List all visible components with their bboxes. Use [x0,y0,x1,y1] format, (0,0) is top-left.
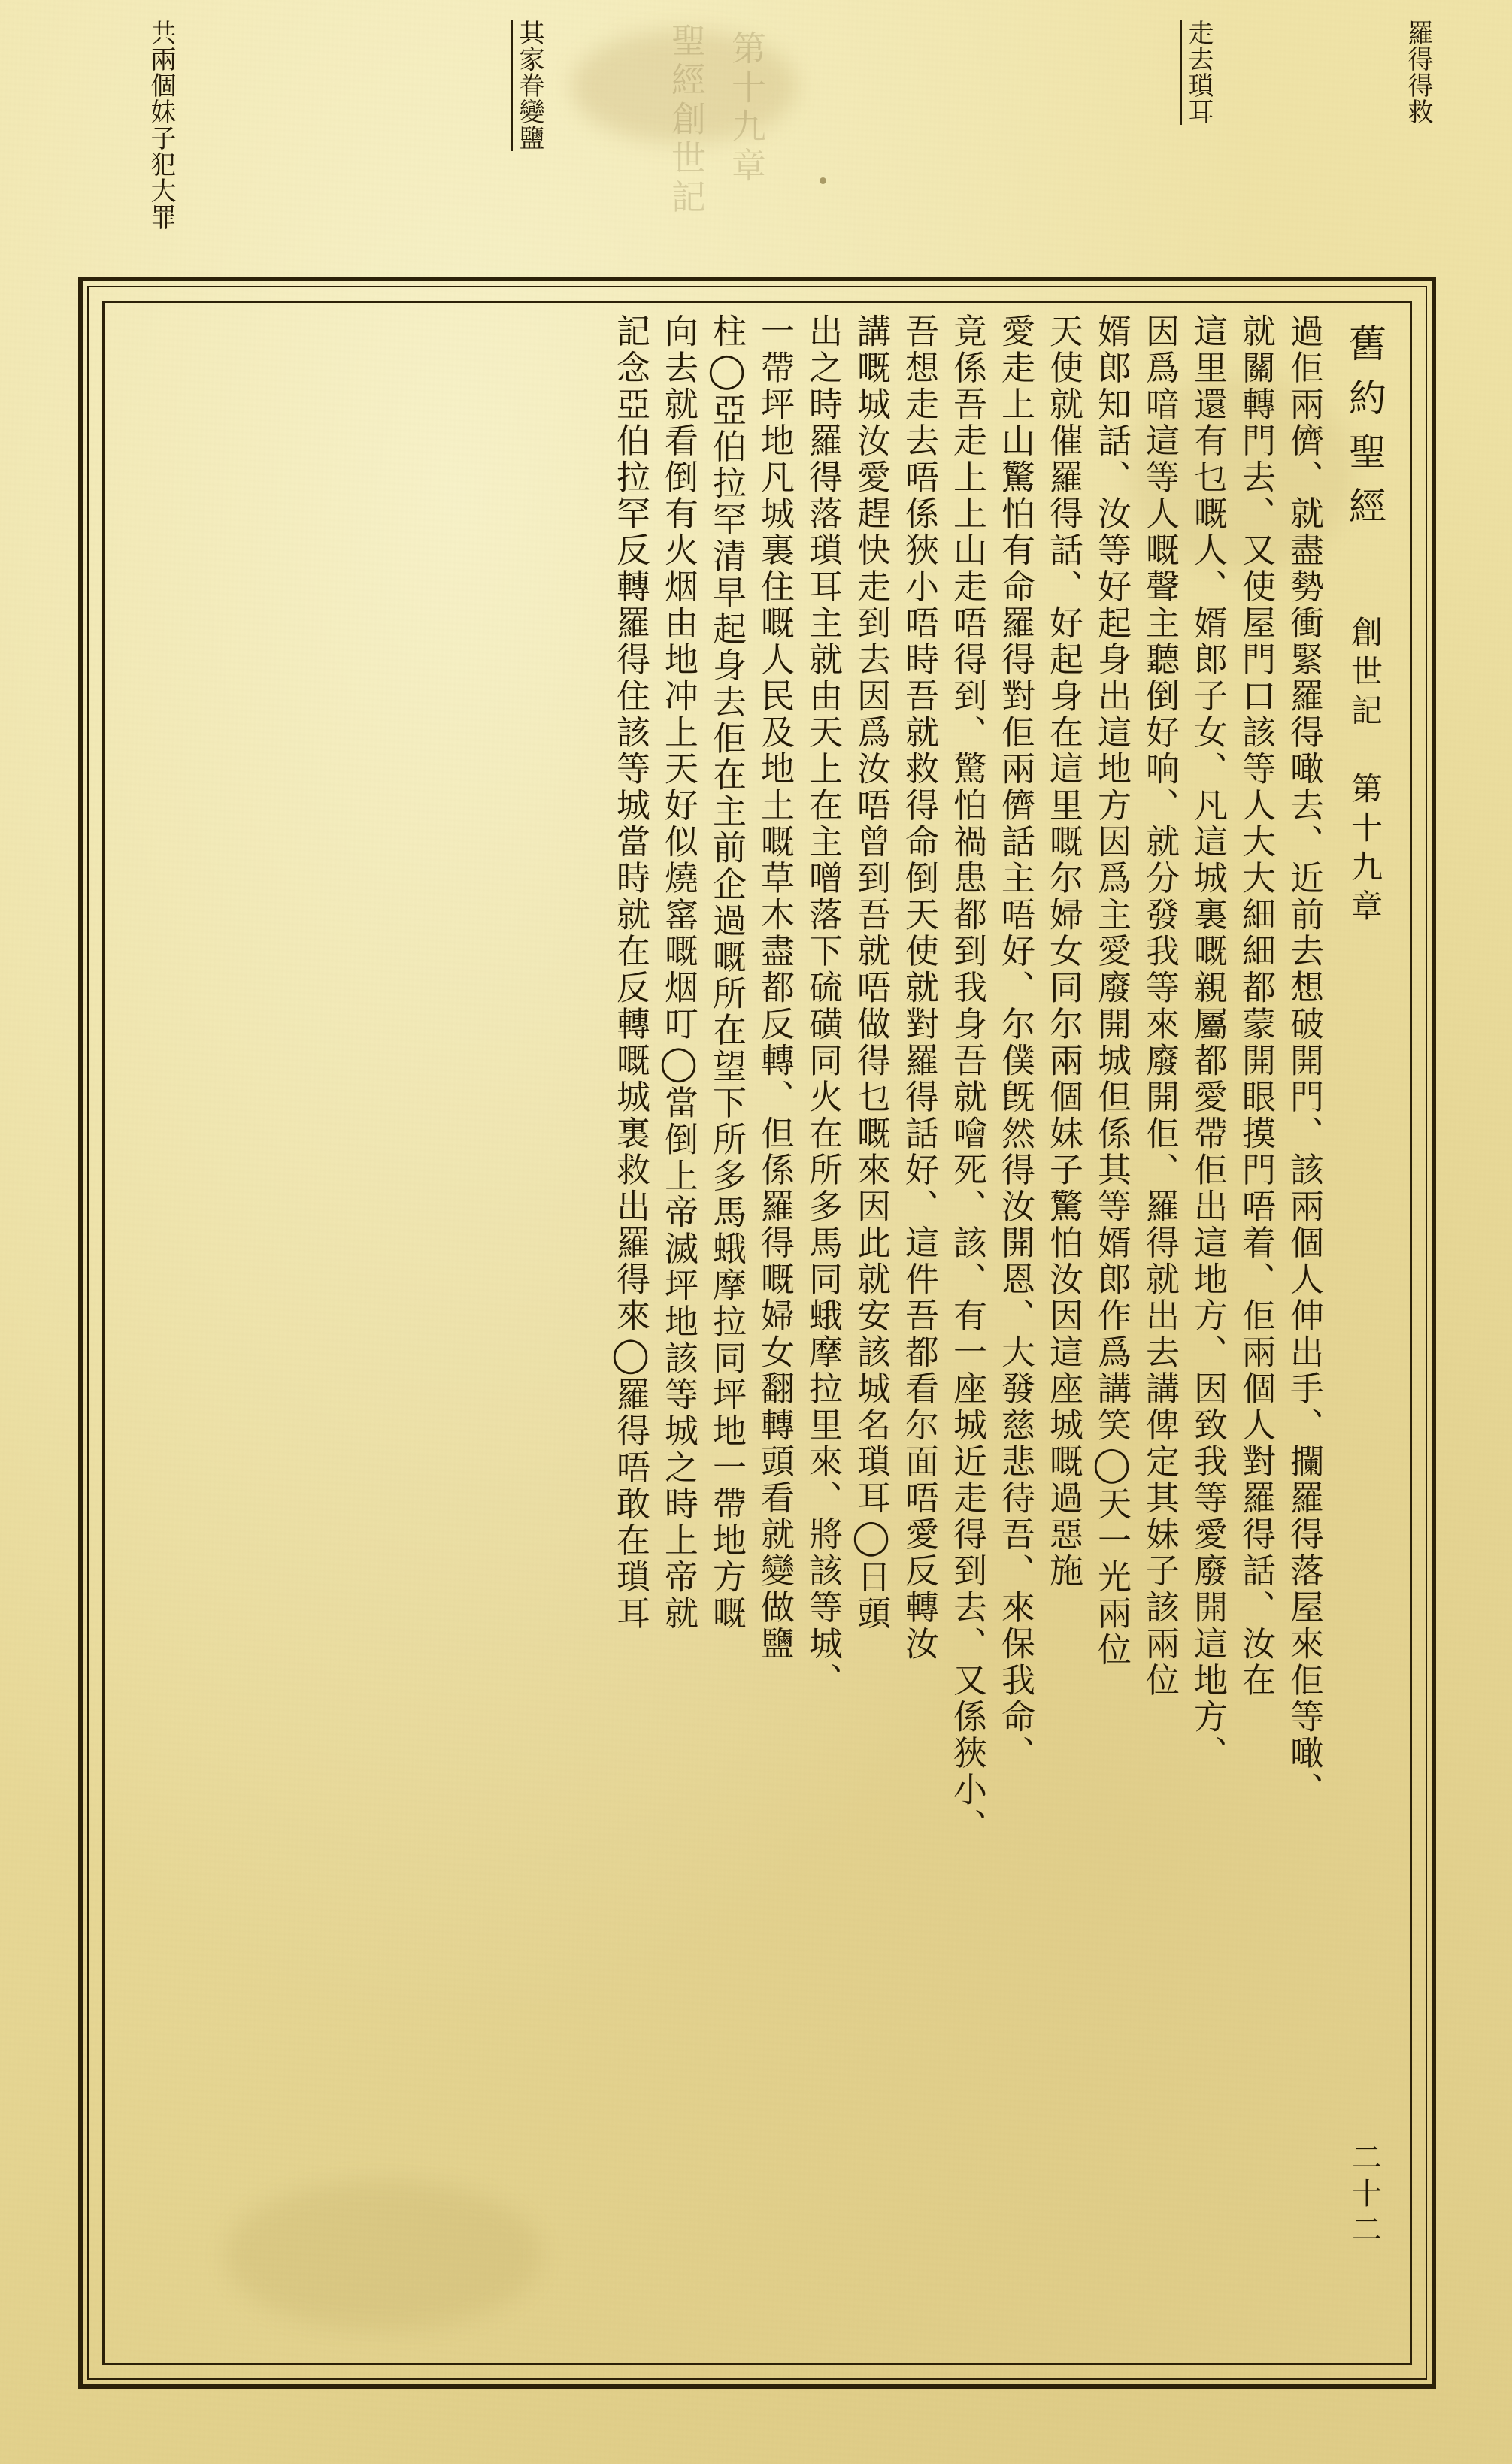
margin-note-3: 共兩個妹子犯大罪 [146,20,176,230]
margin-note-0: 羅得得救 [1403,20,1433,125]
text-column: 愛走上山驚怕有命羅得對佢兩儕話主唔好、尔僕旣然得汝開恩、大發慈悲待吾、來保我命、 [995,313,1035,1772]
text-column: 吾想走去唔係狹小唔時吾就救得命倒天使就對羅得話好、這件吾都看尔面唔愛反轉汝 [899,313,939,1663]
page-number: 二十二 [1347,2142,1382,2250]
show-through-text-2: 第十九章 [726,30,767,186]
text-column: 向去就看倒有火烟由地冲上天好似燒窰嘅烟叮◯當倒上帝滅坪地該等城之時上帝就 [659,313,698,1632]
running-head [1330,303,1399,2363]
text-column: 這里還有乜嘅人、婿郎子女、凡這城裏嘅親屬都愛帶佢出這地方、因致我等愛廢開這地方、 [1188,313,1228,1772]
text-column: 過佢兩儕、就盡勢衝緊羅得噉去、近前去想破開門、該兩個人伸出手、攔羅得落屋來佢等噉、 [1284,313,1324,1809]
text-column: 講嘅城汝愛趕快走到去因爲汝唔曾到吾就唔做得乜嘅來因此就安該城名瑣耳◯日頭 [851,313,891,1632]
margin-notes [0,0,1512,230]
text-column: 柱◯亞伯拉罕清早起身去佢在主前企過嘅所在望下所多馬蛾摩拉同坪地一帶地方嘅 [707,313,747,1632]
ink-speck [820,177,826,184]
show-through-text: 聖經創世記 [666,23,707,218]
text-column: 天使就催羅得話、好起身在這里嘅尔婦女同尔兩個妹子驚怕汝因這座城嘅過惡施 [1044,313,1083,1590]
text-column: 因爲喑這等人嘅聲主聽倒好响、就分發我等來廢開佢、羅得就出去講俾定其妹子該兩位 [1140,313,1180,1699]
text-column: 婿郎知話、汝等好起身出這地方因爲主愛廢開城但係其等婿郎作爲講笑◯天一光兩位 [1092,313,1132,1669]
text-column: 一帶坪地凡城裏住嘅人民及地土嘅草木盡都反轉、但係羅得嘅婦女翻轉頭看就變做鹽 [755,313,795,1663]
book-title: 舊約聖經 [1343,324,1386,540]
text-block [102,301,1412,2365]
margin-note-2: 其家眷變鹽 [511,20,542,151]
body-columns [118,313,1324,2350]
text-column: 記念亞伯拉罕反轉羅得住該等城當時就在反轉嘅城裏救出羅得來◯羅得唔敢在瑣耳 [611,313,650,1632]
text-column: 竟係吾走上上山走唔得到、驚怕禍患都到我身吾就噲死、該、有一座城近走得到去、又係狹小、 [947,313,987,1845]
text-column: 出之時羅得落瑣耳主就由天上在主噌落下硫磺同火在所多馬同蛾摩拉里來、將該等城、 [803,313,843,1699]
text-column: 就關轉門去、又使屋門口該等人大大細細都蒙開眼摸門唔着、佢兩個人對羅得話、汝在 [1236,313,1276,1699]
margin-note-1: 走去瑣耳 [1180,20,1211,125]
chapter-label: 創世記 第十九章 [1347,616,1383,928]
